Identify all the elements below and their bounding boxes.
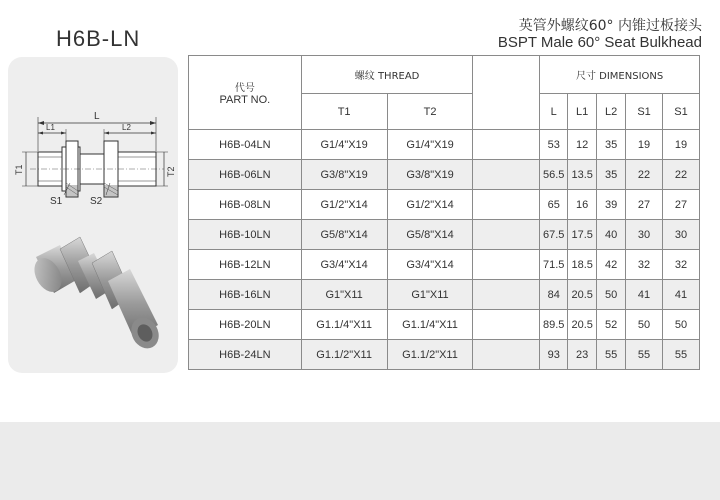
thread-header [301,56,473,94]
part-no-header-zh: 代号 [234,83,255,94]
col-header-s1-second: S1 [663,94,700,130]
s1-second-cell: 50 [663,310,700,340]
t2-cell: G1/2"X14 [387,190,473,220]
s1-second-cell: 19 [663,130,700,160]
table-body [189,130,700,370]
s1-second-cell: 41 [663,280,700,310]
t2-cell: G3/8"X19 [387,160,473,190]
t1-cell: G1.1/4"X11 [301,310,387,340]
description-zh: 英管外螺纹60° 内锥过板接头 [518,18,702,34]
t2-cell: G5/8"X14 [387,220,473,250]
blank-cell [473,310,540,340]
table-row [189,160,700,190]
table-row [189,250,700,280]
blank-cell [473,220,540,250]
l1-cell: 12 [568,130,597,160]
part-number-cell: H6B-20LN [189,310,302,340]
col-header-l: L [540,94,568,130]
t1-cell: G1.1/2"X11 [301,340,387,370]
part-number-cell: H6B-06LN [189,160,302,190]
l-cell: 71.5 [540,250,568,280]
l1-cell: 16 [568,190,597,220]
s1-cell: 50 [626,310,663,340]
s1-cell: 27 [626,190,663,220]
t2-cell: G1.1/4"X11 [387,310,473,340]
l2-cell: 52 [597,310,626,340]
model-title: H6B-LN [56,26,141,51]
s1-cell: 32 [626,250,663,280]
dim-T2-label: T2 [166,166,176,177]
thread-header-label: 螺纹 THREAD [354,71,420,82]
l2-cell: 50 [597,280,626,310]
dim-L1-label: L1 [46,123,55,132]
blank-cell [473,340,540,370]
l-cell: 84 [540,280,568,310]
dim-S1-label: S1 [50,196,63,207]
blank-cell [473,130,540,160]
blank-cell [473,280,540,310]
dim-L-label: L [94,111,100,122]
part-no-header-en: PART NO. [219,94,271,106]
l2-cell: 39 [597,190,626,220]
l2-cell: 40 [597,220,626,250]
col-header-s1: S1 [626,94,663,130]
s1-second-cell: 30 [663,220,700,250]
l1-cell: 13.5 [568,160,597,190]
t1-cell: G1/4"X19 [301,130,387,160]
s1-cell: 30 [626,220,663,250]
table-row [189,220,700,250]
l-cell: 56.5 [540,160,568,190]
l-cell: 67.5 [540,220,568,250]
s1-second-cell: 32 [663,250,700,280]
col-header-t1: T1 [301,94,387,130]
blank-cell [473,190,540,220]
blank-header [473,56,540,130]
part-number-cell: H6B-24LN [189,340,302,370]
part-number-cell: H6B-10LN [189,220,302,250]
t2-cell: G1/4"X19 [387,130,473,160]
t1-cell: G1/2"X14 [301,190,387,220]
blank-cell [473,250,540,280]
l1-cell: 20.5 [568,280,597,310]
t1-cell: G3/8"X19 [301,160,387,190]
blank-cell [473,160,540,190]
product-description [498,18,702,52]
col-header-l2: L2 [597,94,626,130]
l1-cell: 18.5 [568,250,597,280]
l2-cell: 35 [597,160,626,190]
l2-cell: 42 [597,250,626,280]
t2-cell: G1"X11 [387,280,473,310]
footer-band [0,422,720,500]
dim-S2-label: S2 [90,196,103,207]
t2-cell: G3/4"X14 [387,250,473,280]
s1-second-cell: 22 [663,160,700,190]
table-header-row [189,56,700,94]
part-number-cell: H6B-08LN [189,190,302,220]
col-header-t2: T2 [387,94,473,130]
t2-cell: G1.1/2"X11 [387,340,473,370]
table-row [189,190,700,220]
part-number-cell: H6B-12LN [189,250,302,280]
table-row [189,280,700,310]
fitting-drawing [8,57,178,373]
s1-second-cell: 55 [663,340,700,370]
product-image-panel [8,57,178,373]
dim-L2-label: L2 [122,123,131,132]
table-row [189,310,700,340]
l1-cell: 20.5 [568,310,597,340]
dimensions-table [188,55,700,370]
l-cell: 65 [540,190,568,220]
part-number-cell: H6B-04LN [189,130,302,160]
l-cell: 89.5 [540,310,568,340]
t1-cell: G1"X11 [301,280,387,310]
dim-T1-label: T1 [14,164,24,175]
table-row [189,340,700,370]
fitting-photo [29,237,164,353]
s1-cell: 41 [626,280,663,310]
s1-cell: 22 [626,160,663,190]
part-number-cell: H6B-16LN [189,280,302,310]
l1-cell: 23 [568,340,597,370]
l1-cell: 17.5 [568,220,597,250]
s1-cell: 19 [626,130,663,160]
s1-second-cell: 27 [663,190,700,220]
l-cell: 53 [540,130,568,160]
s1-cell: 55 [626,340,663,370]
l2-cell: 55 [597,340,626,370]
table-row [189,130,700,160]
col-header-l1: L1 [568,94,597,130]
l-cell: 93 [540,340,568,370]
dimensions-header-label: 尺寸 DIMENSIONS [575,71,664,82]
dimensions-header [540,56,700,94]
t1-cell: G5/8"X14 [301,220,387,250]
description-en: BSPT Male 60° Seat Bulkhead [497,34,702,51]
l2-cell: 35 [597,130,626,160]
part-no-header [189,56,302,130]
t1-cell: G3/4"X14 [301,250,387,280]
